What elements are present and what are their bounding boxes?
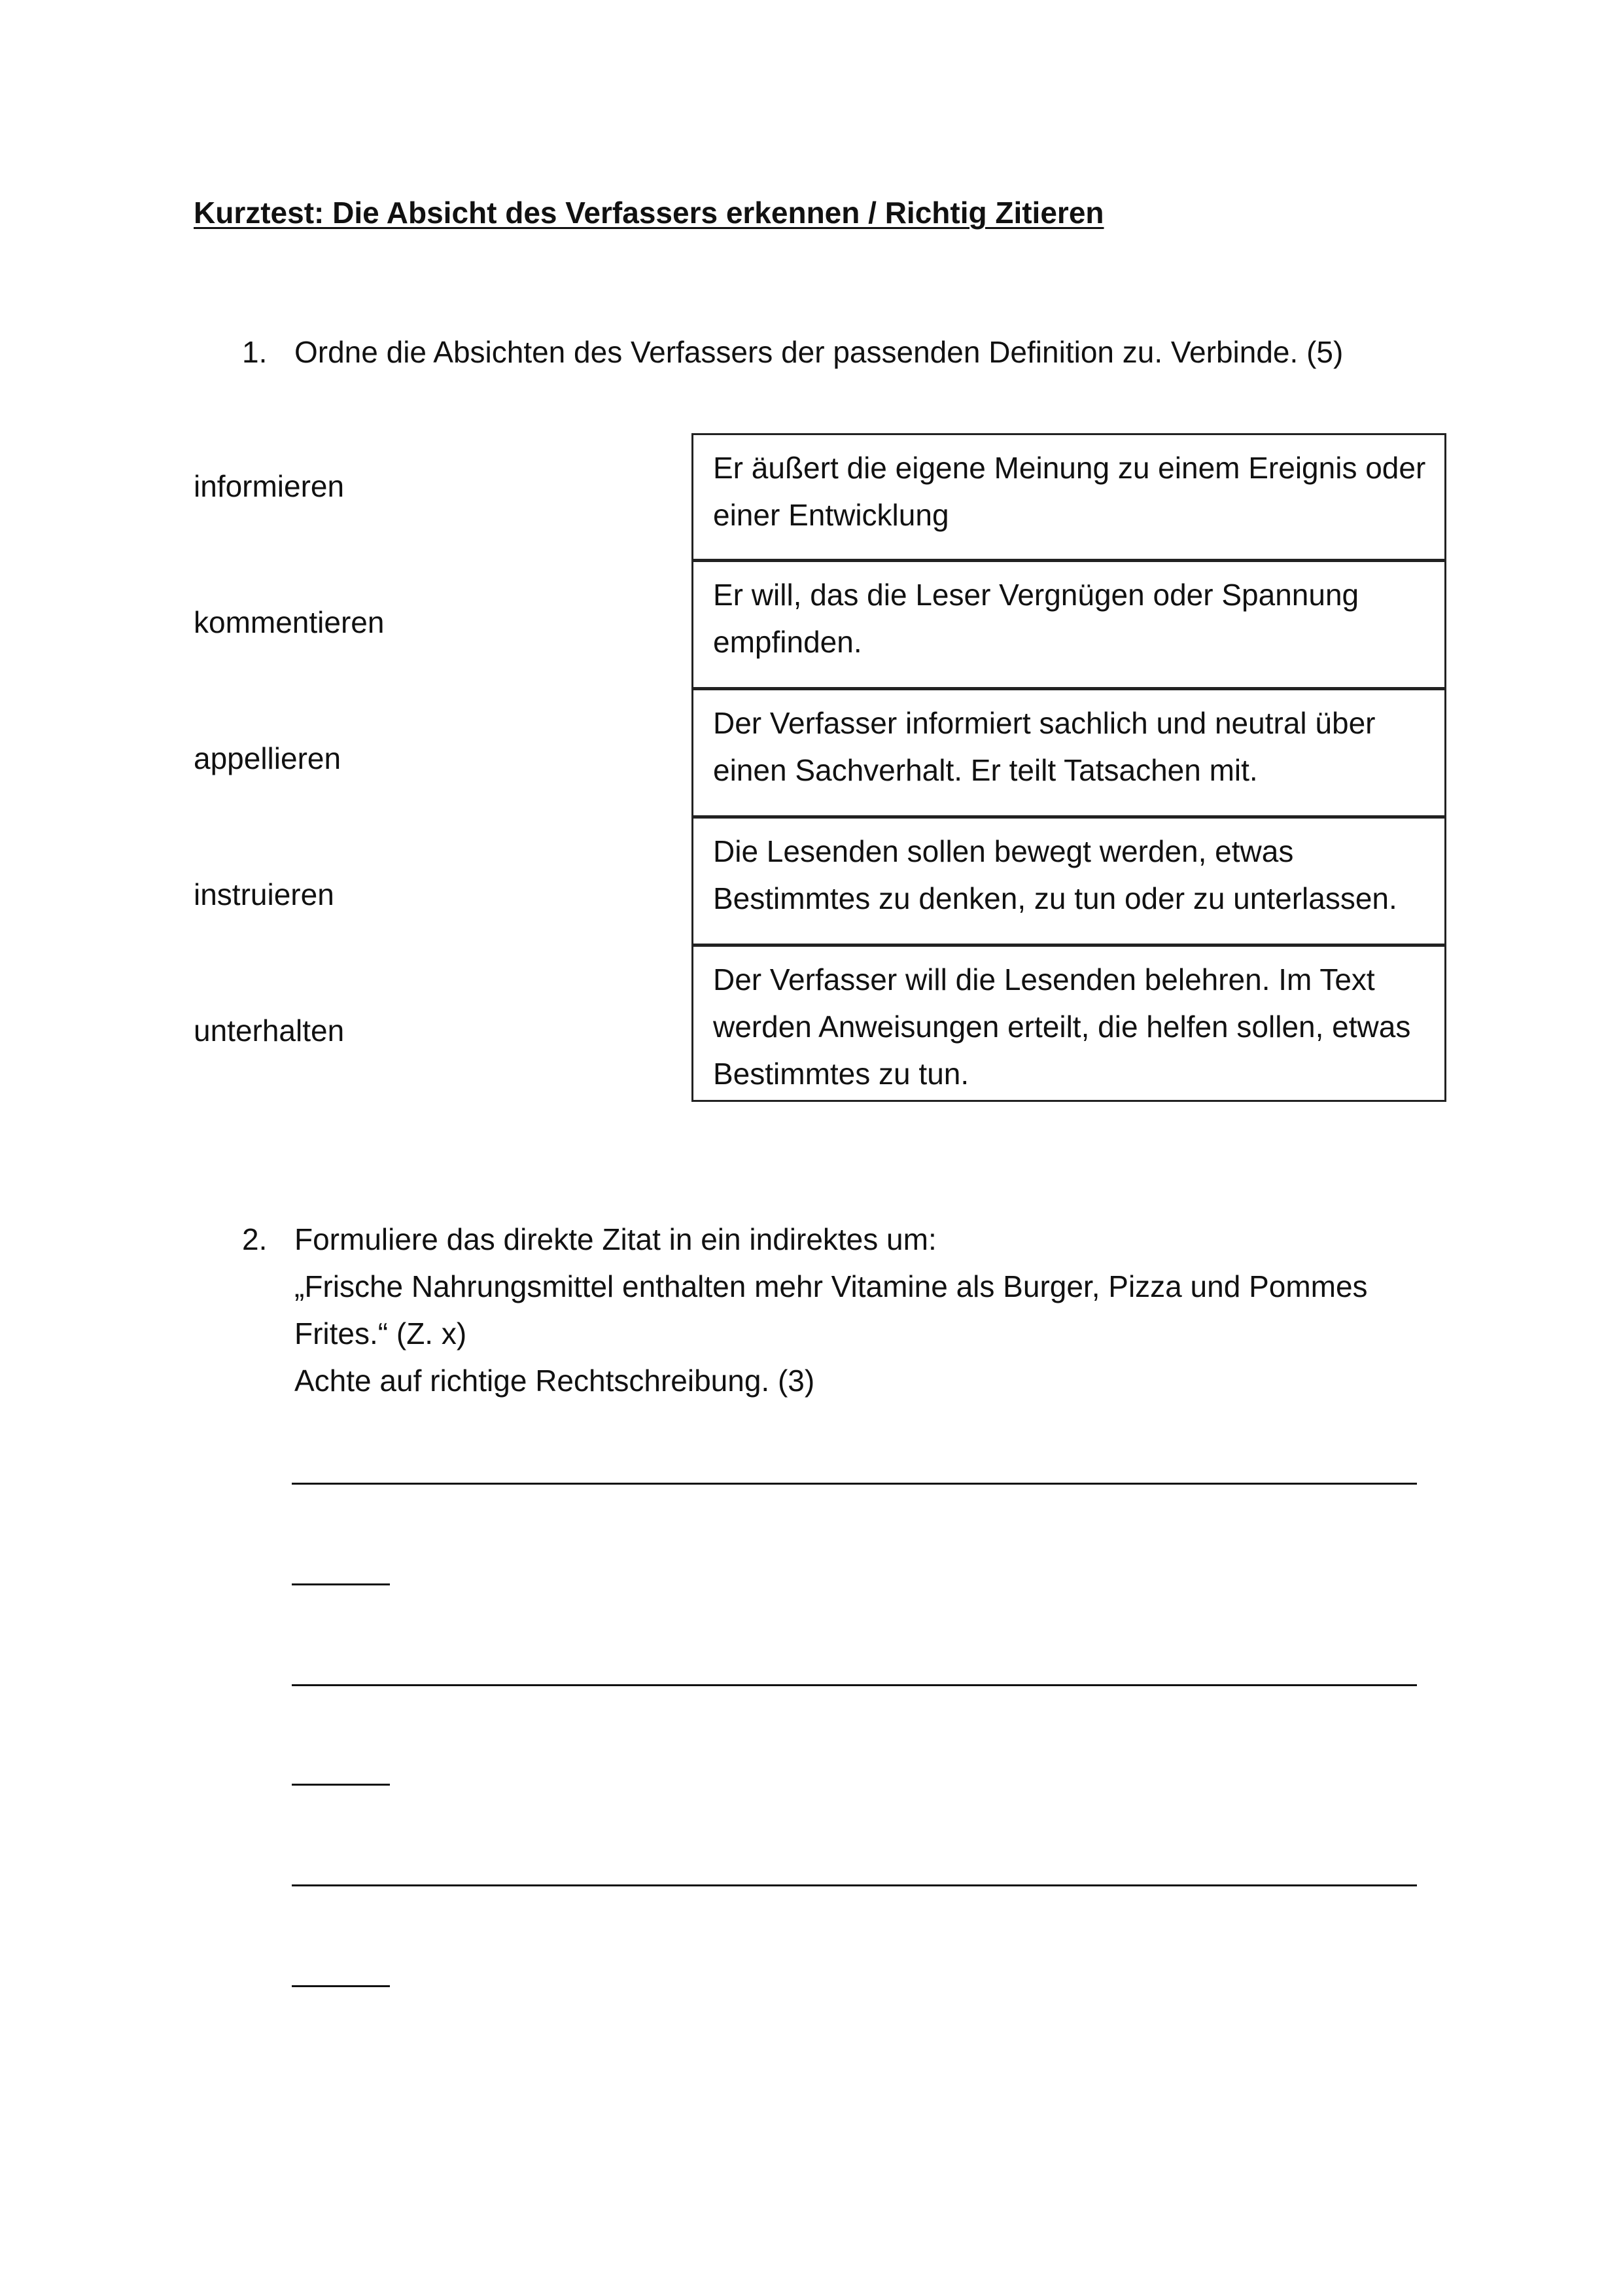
task-2-number: 2. [242, 1222, 268, 1256]
term-unterhalten: unterhalten [194, 1014, 345, 1048]
definition-line: einer Entwicklung [713, 498, 949, 532]
answer-line[interactable] [292, 1884, 1417, 1886]
definition-line: Der Verfasser informiert sachlich und neutral über [713, 706, 1376, 740]
definition-line: empfinden. [713, 625, 862, 659]
definition-box-3 [691, 688, 1446, 817]
term-appellieren: appellieren [194, 741, 341, 775]
definition-box-4 [691, 817, 1446, 945]
task-1-number: 1. [242, 335, 268, 369]
definition-line: Der Verfasser will die Lesenden belehren. Im Text [713, 963, 1375, 997]
term-informieren: informieren [194, 469, 345, 503]
task-2-quote-line: Frites.“ (Z. x) [294, 1316, 467, 1351]
definition-box-5 [691, 945, 1446, 1102]
definition-line: einen Sachverhalt. Er teilt Tatsachen mit. [713, 753, 1258, 787]
definition-line: Er will, das die Leser Vergnügen oder Spannung [713, 578, 1359, 612]
term-kommentieren: kommentieren [194, 605, 385, 639]
task-2-quote-line: „Frische Nahrungsmittel enthalten mehr Vitamine als Burger, Pizza und Pommes [294, 1269, 1368, 1303]
task-2-line: Achte auf richtige Rechtschreibung. (3) [294, 1364, 815, 1398]
term-instruieren: instruieren [194, 877, 334, 911]
definition-line: Bestimmtes zu denken, zu tun oder zu unterlassen. [713, 881, 1397, 915]
task-2-instruction [294, 1216, 1368, 1404]
answer-line[interactable] [292, 1784, 390, 1786]
answer-line[interactable] [292, 1583, 390, 1585]
page-title: Kurztest: Die Absicht des Verfassers erkennen / Richtig Zitieren [194, 196, 1104, 230]
definition-box-2 [691, 560, 1446, 689]
task-1-instruction: Ordne die Absichten des Verfassers der passenden Definition zu. Verbinde. (5) [294, 335, 1344, 369]
definition-line: Bestimmtes zu tun. [713, 1057, 969, 1091]
definition-line: werden Anweisungen erteilt, die helfen sollen, etwas [713, 1010, 1411, 1044]
definition-line: Die Lesenden sollen bewegt werden, etwas [713, 834, 1294, 868]
task-2-line: Formuliere das direkte Zitat in ein indirektes um: [294, 1222, 937, 1256]
answer-line[interactable] [292, 1985, 390, 1987]
definition-box-1 [691, 433, 1446, 561]
answer-line[interactable] [292, 1483, 1417, 1485]
definition-line: Er äußert die eigene Meinung zu einem Ereignis oder [713, 451, 1426, 485]
answer-line[interactable] [292, 1684, 1417, 1686]
